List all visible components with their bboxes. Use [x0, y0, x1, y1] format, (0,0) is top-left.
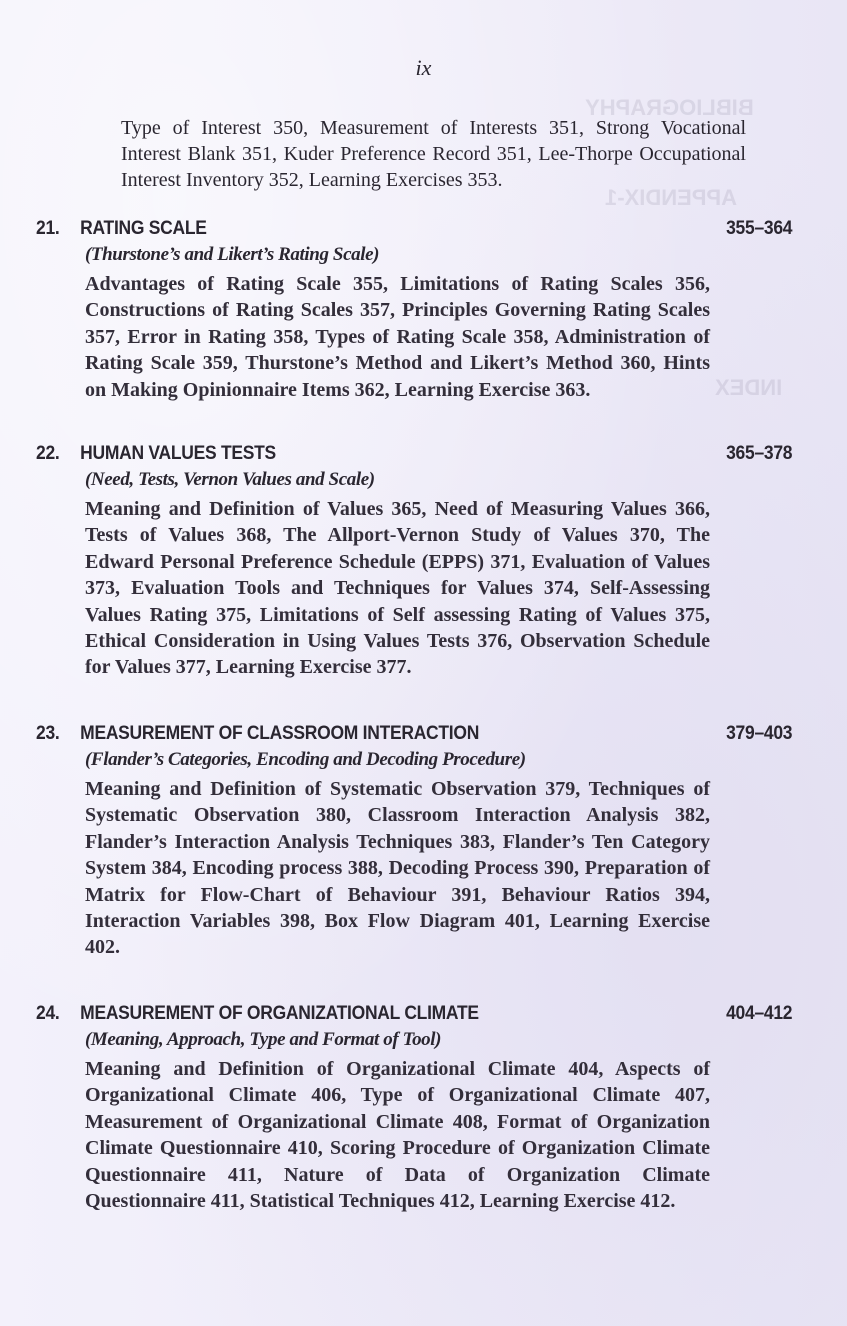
- page-range: 404–412: [726, 1003, 793, 1024]
- page-range: 379–403: [726, 723, 793, 744]
- chapter-heading: [36, 218, 792, 240]
- chapter-number: 24.: [36, 1003, 60, 1024]
- chapter-topics: Meaning and Definition of Organizational Climate 404, Aspects of Organizational Climate 406, Type of Organizational Climate 407, Measurement of Organizational Climate 408, Format of Organization Climate Questionnaire 410, Scoring Procedure of Organization Climate Questionnaire 411, Nature of Data of Organization Climate Questionnaire 411, Statistical Techniques 412, Learning Exercise 412.: [85, 1058, 710, 1213]
- toc-entry: [36, 218, 792, 403]
- chapter-title: RATING SCALE: [80, 218, 207, 239]
- show-through-text: BIBLIOGRAPHY: [585, 95, 754, 120]
- toc-entry: [36, 443, 792, 681]
- chapter-title: MEASUREMENT OF CLASSROOM INTERACTION: [80, 723, 480, 744]
- chapter-title: HUMAN VALUES TESTS: [80, 443, 276, 464]
- chapter-number: 23.: [36, 723, 60, 744]
- chapter-heading: [36, 1003, 792, 1025]
- chapter-subtitle: (Meaning, Approach, Type and Format of Tool): [85, 1029, 442, 1050]
- page-number: ix: [415, 55, 432, 80]
- show-through-text: INDEX: [715, 375, 783, 400]
- chapter-subtitle: (Need, Tests, Vernon Values and Scale): [85, 469, 375, 490]
- chapter-topics: Meaning and Definition of Systematic Observation 379, Techniques of Systematic Observation 380, Classroom Interaction Analysis 382, Flander’s Interaction Analysis Techniques 383, Flander’s Ten Category System 384, Encoding process 388, Decoding Process 390, Preparation of Matrix for Flow-Chart of Behaviour 391, Behaviour Ratios 394, Interaction Variables 398, Box Flow Diagram 401, Learning Exercise 402.: [85, 778, 710, 959]
- page-range: 355–364: [726, 218, 793, 239]
- toc-entry: [36, 723, 792, 961]
- page-range: 365–378: [726, 443, 793, 464]
- chapter-heading: [36, 443, 792, 465]
- chapter-subtitle: (Thurstone’s and Likert’s Rating Scale): [85, 244, 380, 265]
- show-through-text: APPENDIX-1: [605, 185, 738, 210]
- chapter-topics: Advantages of Rating Scale 355, Limitations of Rating Scales 356, Constructions of Rating Scales 357, Principles Governing Rating Scales 357, Error in Rating 358, Types of Rating Scale 358, Administration of Rating Scale 359, Thurstone’s Method and Likert’s Method 360, Hints on Making Opinionnaire Items 362, Learning Exercise 363.: [85, 273, 710, 401]
- chapter-topics: Meaning and Definition of Values 365, Need of Measuring Values 366, Tests of Values 368, The Allport-Vernon Study of Values 370, The Edward Personal Preference Schedule (EPPS) 371, Evaluation of Values 373, Evaluation Tools and Techniques for Values 374, Self-Assessing Values Rating 375, Limitations of Self assessing Rating of Values 375, Ethical Consideration in Using Values Tests 376, Observation Schedule for Values 377, Learning Exercise 377.: [85, 498, 710, 679]
- continued-topics: Type of Interest 350, Measurement of Interests 351, Strong Vocational Interest Blank 351, Kuder Preference Record 351, Lee-Thorpe Occupational Interest Inventory 352, Learning Exercises 353.: [121, 117, 746, 191]
- chapter-subtitle: (Flander’s Categories, Encoding and Decoding Procedure): [85, 749, 526, 770]
- chapter-number: 21.: [36, 218, 60, 239]
- chapter-number: 22.: [36, 443, 60, 464]
- chapter-heading: [36, 723, 792, 745]
- toc-entry: [36, 1003, 792, 1214]
- chapter-title: MEASUREMENT OF ORGANIZATIONAL CLIMATE: [80, 1003, 479, 1024]
